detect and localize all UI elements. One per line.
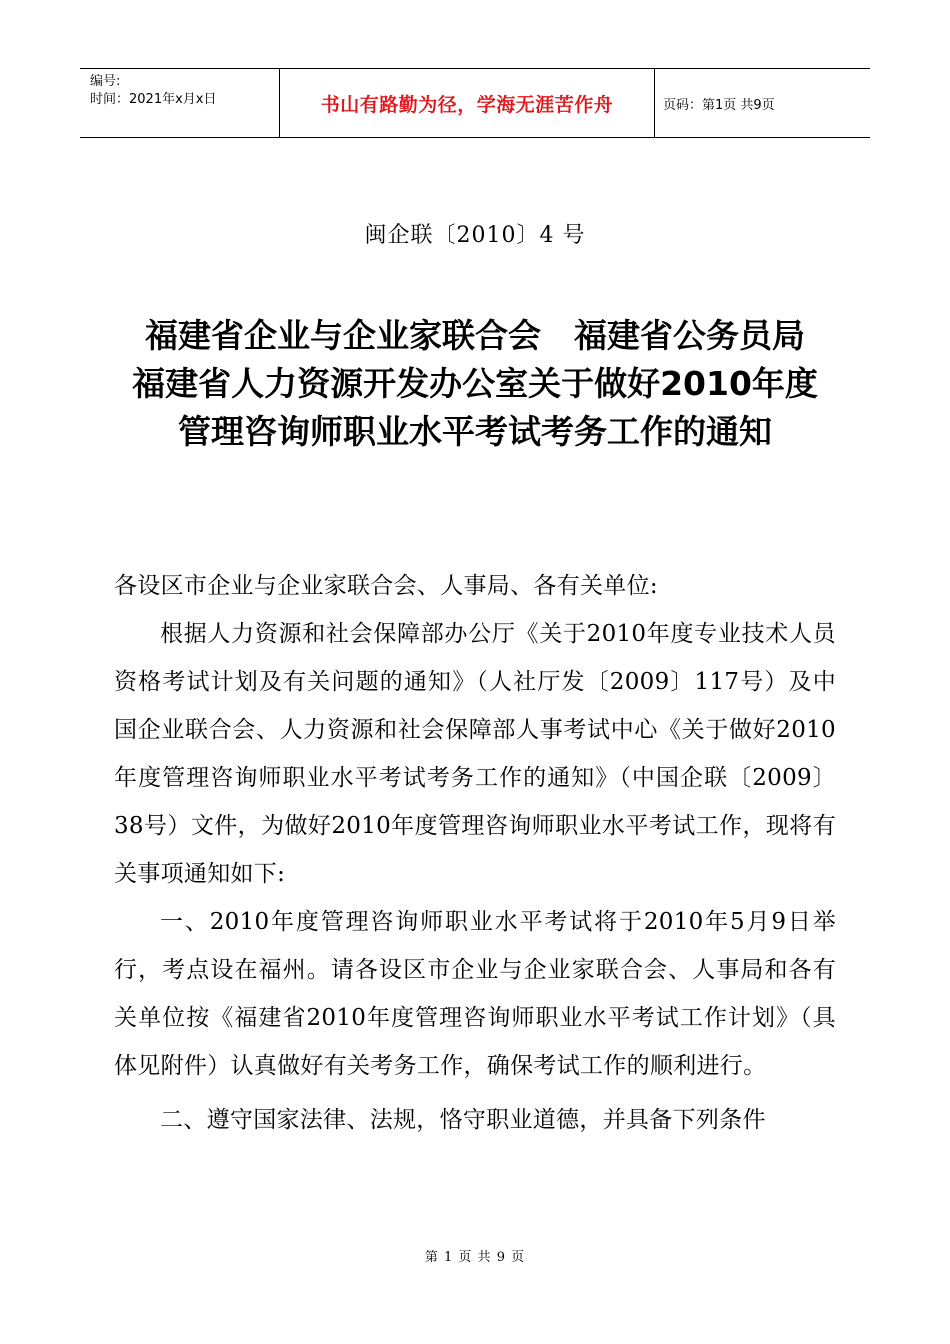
page-footer: 第 1 页 共 9 页	[424, 1250, 526, 1265]
title-line-3: 管理咨询师职业水平考试考务工作的通知	[178, 412, 772, 451]
paragraph-3: 二、遵守国家法律、法规，恪守职业道德，并具备下列条件	[160, 1107, 766, 1133]
title-line-2: 福建省人力资源开发办公室关于做好2010年度	[132, 364, 818, 403]
number-label: 编号:	[90, 74, 121, 89]
time-label: 时间：2021年x月x日	[90, 92, 217, 107]
document-header	[80, 68, 870, 138]
header-page-code: 页码：第1页 共9页	[663, 97, 775, 113]
paragraph-2: 一、2010年度管理咨询师职业水平考试将于2010年5月9日举行，考点设在福州。请各设区市企业与企业家联合会、人事局和各有关单位按《福建省2010年度管理咨询师职业水平考试工作计划》（具体见附件）认真做好有关考务工作，确保考试工作的顺利进行。	[114, 909, 836, 1079]
paragraph-1: 根据人力资源和社会保障部办公厅《关于2010年度专业技术人员资格考试计划及有关问题的通知》（人社厅发〔2009〕117号）及中国企业联合会、人力资源和社会保障部人事考试中心《关于做好2010年度管理咨询师职业水平考试考务工作的通知》（中国企联〔2009〕38号）文件，为做好2010年度管理咨询师职业水平考试工作，现将有关事项通知如下:	[114, 621, 836, 887]
salutation: 各设区市企业与企业家联合会、人事局、各有关单位:	[114, 573, 658, 599]
document-title	[0, 312, 950, 456]
header-motto: 书山有路勤为径，学海无涯苦作舟	[280, 69, 655, 137]
document-body	[114, 562, 836, 1144]
title-line-1: 福建省企业与企业家联合会 福建省公务员局	[145, 316, 805, 355]
header-meta	[80, 69, 280, 137]
document-number: 闽企联〔2010〕4 号	[364, 223, 586, 248]
